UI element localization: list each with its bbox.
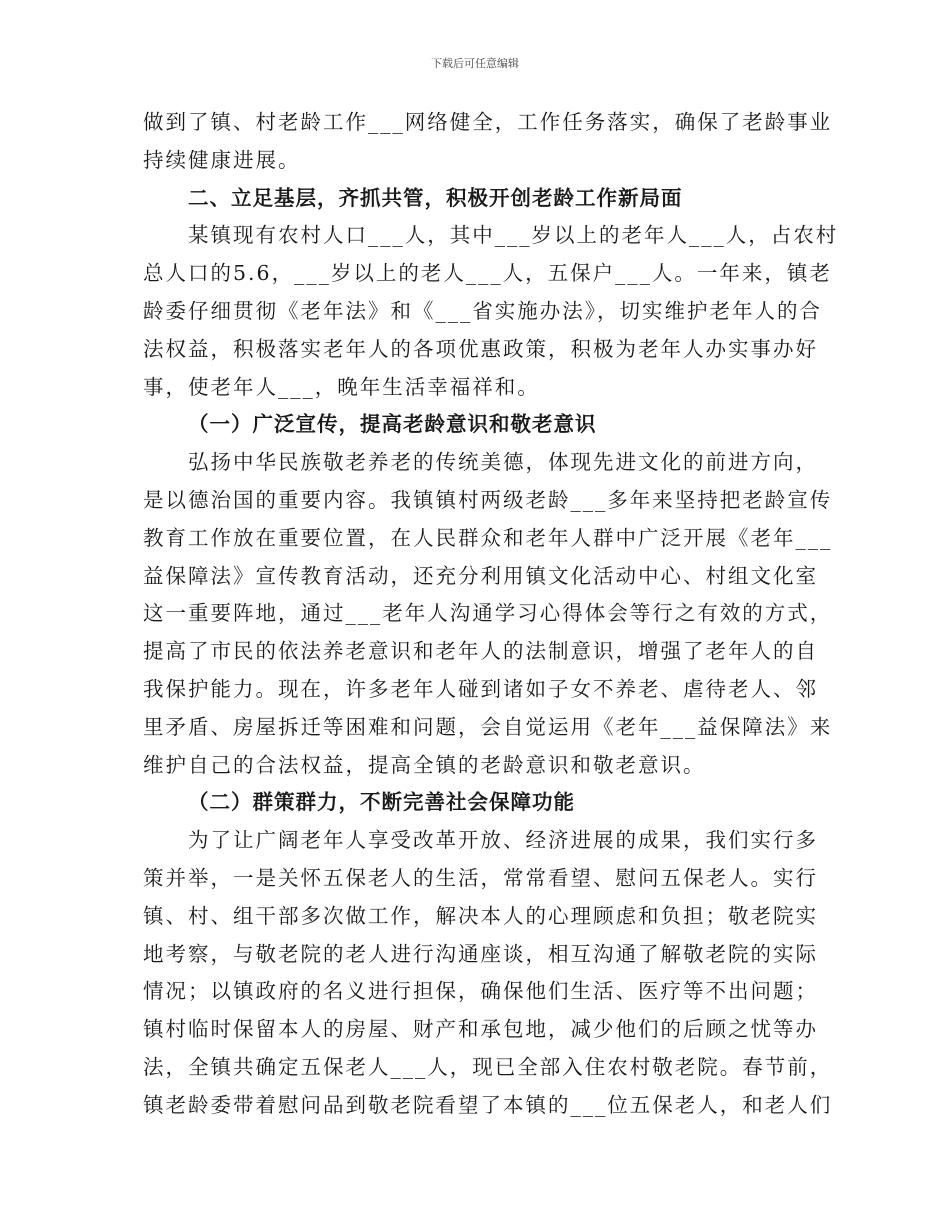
paragraph-line: 某镇现有农村人口___人，其中___岁以上的老年人___人，占农村 bbox=[188, 223, 839, 248]
paragraph-line: 这一重要阵地，通过___老年人沟通学习心得体会等行之有效的方式， bbox=[143, 601, 833, 626]
paragraph-line: 我保护能力。现在，许多老年人碰到诸如子女不养老、虐待老人、邻 bbox=[143, 676, 818, 701]
section-heading: 二、立足基层，齐抓共管，积极开创老龄工作新局面 bbox=[188, 185, 683, 210]
subsection-heading: （一）广泛宣传，提高老龄意识和敬老意识 bbox=[188, 412, 597, 437]
paragraph-line: 法，全镇共确定五保老人___人，现已全部入住农村敬老院。春节前， bbox=[143, 1054, 833, 1079]
document-body bbox=[143, 104, 839, 1125]
paragraph-line: 事，使老年人___，晚年生活幸福祥和。 bbox=[143, 374, 540, 399]
paragraph-line: 维护自己的合法权益，提高全镇的老龄意识和敬老意识。 bbox=[143, 752, 706, 777]
paragraph-line: 法权益，积极落实老年人的各项优惠政策，积极为老年人办实事办好 bbox=[143, 336, 818, 361]
paragraph-line: 做到了镇、村老龄工作___网络健全，工作任务落实，确保了老龄事业 bbox=[143, 110, 833, 134]
paragraph-line: 持续健康进展。 bbox=[143, 147, 301, 172]
paragraph-line: 教育工作放在重要位置，在人民群众和老年人群中广泛开展《老年___ bbox=[143, 525, 833, 550]
paragraph-line: 镇老龄委带着慰问品到敬老院看望了本镇的___位五保老人，和老人们 bbox=[143, 1092, 833, 1117]
paragraph-line: 龄委仔细贯彻《老年法》和《___省实施办法》，切实维护老年人的合 bbox=[143, 298, 822, 323]
paragraph-line: 益保障法》宣传教育活动，还充分利用镇文化活动中心、村组文化室 bbox=[143, 563, 818, 588]
paragraph-line: 提高了市民的依法养老意识和老年人的法制意识，增强了老年人的自 bbox=[143, 639, 818, 664]
subsection-heading: （二）群策群力，不断完善社会保障功能 bbox=[188, 790, 575, 815]
paragraph-line: 里矛盾、房屋拆迁等困难和问题，会自觉运用《老年___益保障法》来 bbox=[143, 714, 833, 739]
paragraph-line: 策并举，一是关怀五保老人的生活，常常看望、慰问五保老人。实行 bbox=[143, 865, 818, 890]
paragraph-line: 是以德治国的重要内容。我镇镇村两级老龄___多年来坚持把老龄宣传 bbox=[143, 487, 833, 512]
paragraph-line: 情况；以镇政府的名义进行担保，确保他们生活、医疗等不出问题； bbox=[143, 979, 818, 1004]
download-note: 下载后可任意编辑 bbox=[431, 57, 519, 70]
paragraph-line: 地考察，与敬老院的老人进行沟通座谈，相互沟通了解敬老院的实际 bbox=[143, 941, 818, 966]
paragraph-line: 为了让广阔老年人享受改革开放、经济进展的成果，我们实行多 bbox=[188, 828, 818, 853]
paragraph-line: 镇、村、组干部多次做工作，解决本人的心理顾虑和负担；敬老院实 bbox=[143, 903, 818, 928]
paragraph-line: 镇村临时保留本人的房屋、财产和承包地，减少他们的后顾之忧等办 bbox=[143, 1017, 818, 1042]
paragraph-line: 弘扬中华民族敬老养老的传统美德，体现先进文化的前进方向， bbox=[188, 450, 818, 475]
paragraph-line: 总人口的5.6，___岁以上的老人___人，五保户___人。一年来，镇老 bbox=[143, 261, 832, 286]
